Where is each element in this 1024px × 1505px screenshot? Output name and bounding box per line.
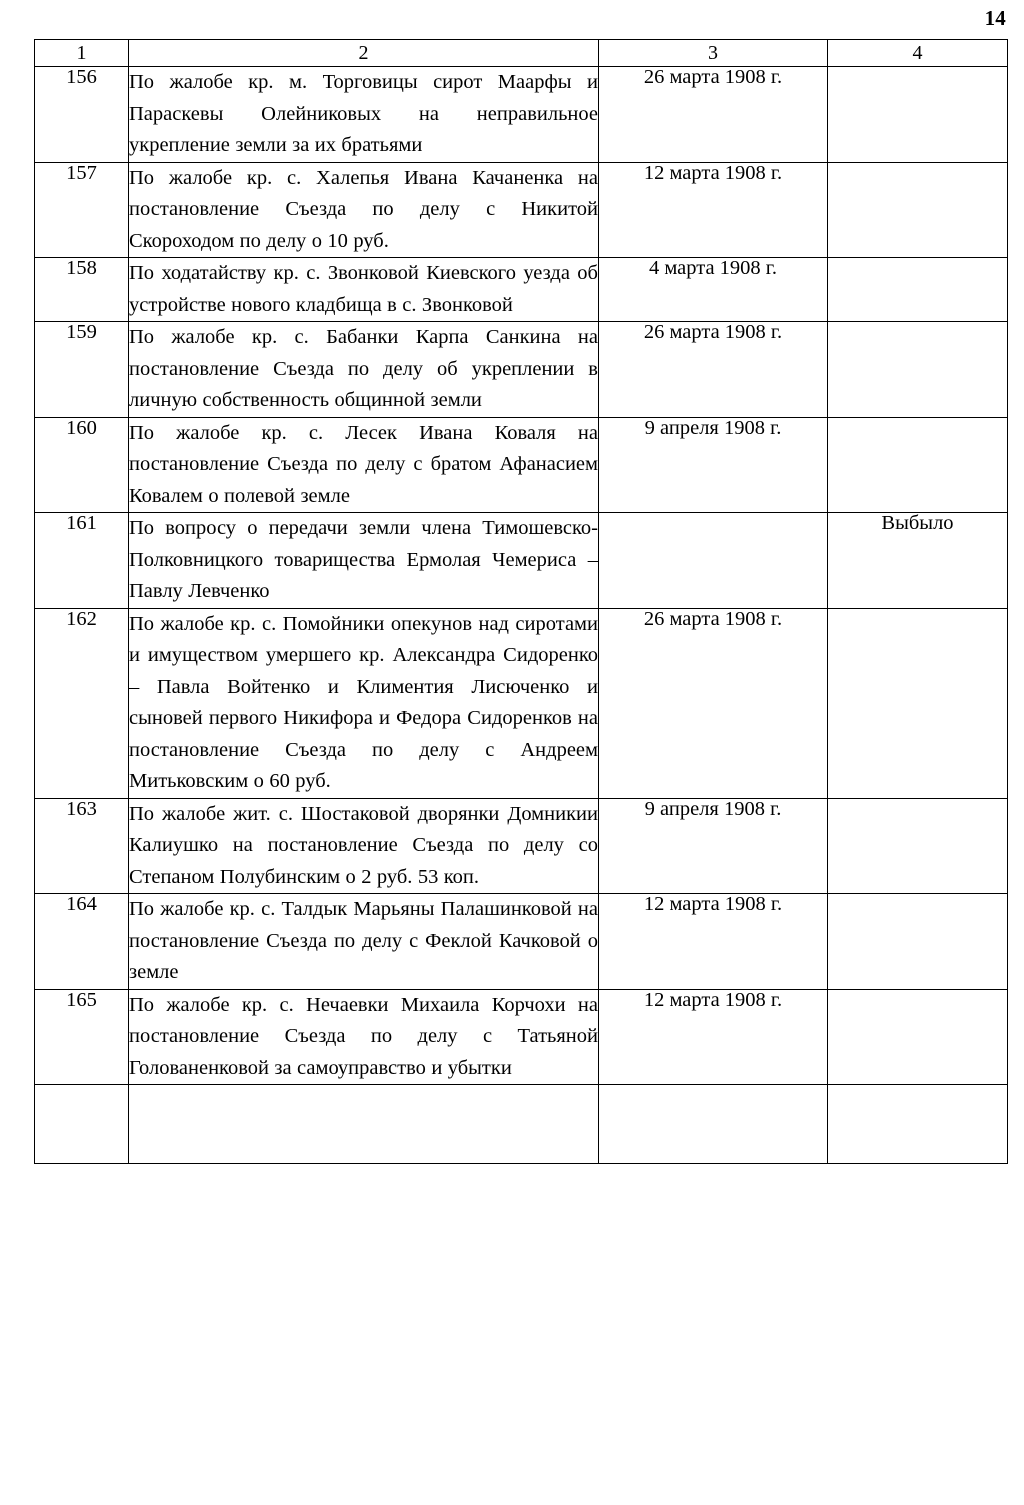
- row-date: [599, 513, 828, 609]
- row-note: [828, 162, 1008, 258]
- row-date: 12 марта 1908 г.: [599, 989, 828, 1085]
- filler-cell-note: [828, 1085, 1008, 1164]
- table-row: [35, 989, 1008, 1085]
- column-header-2: 2: [129, 40, 599, 67]
- row-date: 9 апреля 1908 г.: [599, 417, 828, 513]
- table-row: [35, 322, 1008, 418]
- row-note: [828, 894, 1008, 990]
- table-filler-row: [35, 1085, 1008, 1164]
- table-row: [35, 67, 1008, 163]
- table-row: [35, 798, 1008, 894]
- row-description: По ходатайству кр. с. Звонковой Киевского уезда об устройстве нового кладбища в с. Звонковой: [129, 258, 599, 322]
- row-number: 163: [35, 798, 129, 894]
- column-header-1: 1: [35, 40, 129, 67]
- row-note: [828, 417, 1008, 513]
- row-note: [828, 989, 1008, 1085]
- table-header: [35, 40, 1008, 67]
- column-header-3: 3: [599, 40, 828, 67]
- row-number: 164: [35, 894, 129, 990]
- row-number: 159: [35, 322, 129, 418]
- row-description: По вопросу о передачи земли члена Тимошевско-Полковницкого товарищества Ермолая Чемериса – Павлу Левченко: [129, 513, 599, 609]
- filler-cell-date: [599, 1085, 828, 1164]
- table-row: [35, 417, 1008, 513]
- filler-cell-number: [35, 1085, 129, 1164]
- row-date: 26 марта 1908 г.: [599, 322, 828, 418]
- table-row: [35, 258, 1008, 322]
- row-description: По жалобе кр. с. Помойники опекунов над сиротами и имуществом умершего кр. Александра Сидоренко – Павла Войтенко и Климентия Лисюченко и сыновей первого Никифора и Федора Сидоренков на постановление Съезда по делу с Андреем Митьковским о 60 руб.: [129, 608, 599, 798]
- row-note: Выбыло: [828, 513, 1008, 609]
- row-note: [828, 258, 1008, 322]
- filler-cell-description: [129, 1085, 599, 1164]
- table-row: [35, 894, 1008, 990]
- row-description: По жалобе кр. с. Талдык Марьяны Палашинковой на постановление Съезда по делу с Феклой Качковой о земле: [129, 894, 599, 990]
- row-date: 9 апреля 1908 г.: [599, 798, 828, 894]
- row-number: 165: [35, 989, 129, 1085]
- row-note: [828, 798, 1008, 894]
- row-description: По жалобе кр. с. Бабанки Карпа Санкина на постановление Съезда по делу об укреплении в личную собственность общинной земли: [129, 322, 599, 418]
- row-number: 160: [35, 417, 129, 513]
- table-row: [35, 162, 1008, 258]
- row-date: 26 марта 1908 г.: [599, 608, 828, 798]
- row-number: 157: [35, 162, 129, 258]
- row-date: 26 марта 1908 г.: [599, 67, 828, 163]
- table-body: [35, 67, 1008, 1164]
- row-number: 158: [35, 258, 129, 322]
- row-description: По жалобе кр. с. Лесек Ивана Коваля на постановление Съезда по делу с братом Афанасием Ковалем о полевой земле: [129, 417, 599, 513]
- register-table: [34, 39, 1008, 1164]
- row-description: По жалобе кр. м. Торговицы сирот Маарфы и Параскевы Олейниковых на неправильное укрепление земли за их братьями: [129, 67, 599, 163]
- row-description: По жалобе кр. с. Халепья Ивана Качаненка на постановление Съезда по делу с Никитой Скороходом по делу о 10 руб.: [129, 162, 599, 258]
- row-date: 12 марта 1908 г.: [599, 894, 828, 990]
- row-note: [828, 608, 1008, 798]
- row-number: 162: [35, 608, 129, 798]
- table-header-row: [35, 40, 1008, 67]
- row-note: [828, 67, 1008, 163]
- table-row: [35, 513, 1008, 609]
- column-header-4: 4: [828, 40, 1008, 67]
- row-description: По жалобе жит. с. Шостаковой дворянки Домникии Калиушко на постановление Съезда по делу со Степаном Полубинским о 2 руб. 53 коп.: [129, 798, 599, 894]
- row-number: 156: [35, 67, 129, 163]
- row-date: 4 марта 1908 г.: [599, 258, 828, 322]
- table-row: [35, 608, 1008, 798]
- row-description: По жалобе кр. с. Нечаевки Михаила Корчохи на постановление Съезда по делу с Татьяной Голованенковой за самоуправство и убытки: [129, 989, 599, 1085]
- row-note: [828, 322, 1008, 418]
- row-date: 12 марта 1908 г.: [599, 162, 828, 258]
- row-number: 161: [35, 513, 129, 609]
- page-number: 14: [984, 6, 1006, 30]
